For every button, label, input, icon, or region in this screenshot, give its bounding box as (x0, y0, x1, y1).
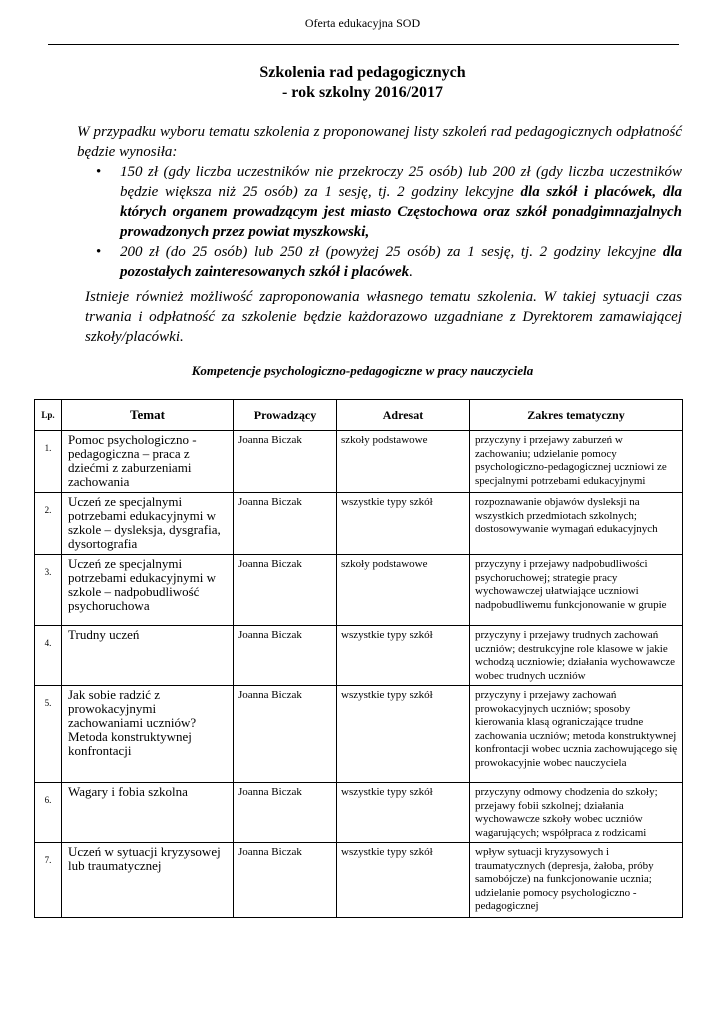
own-topic-note: Istnieje również możliwość zaproponowania własnego tematu szkolenia. W takiej sytuacji czas trwania i odpłatność za szkolenie będzie każdorazowo uzgadniane z Dyrektorem zamawiającej szkoły/placówki. (85, 289, 682, 345)
row-trainer: Joanna Biczak (234, 843, 337, 918)
section-title: Kompetencje psychologiczno-pedagogiczne w pracy nauczyciela (191, 363, 534, 378)
table-row (35, 843, 683, 918)
row-topic: Wagary i fobia szkolna (62, 783, 234, 843)
row-scope: przyczyny i przejawy zaburzeń w zachowaniu; udzielanie pomocy psychologiczno-pedagogicznej uczniowi ze specjalnymi potrzebami edukacyjnymi (470, 431, 683, 493)
row-audience: wszystkie typy szkół (337, 626, 470, 686)
row-audience: wszystkie typy szkół (337, 686, 470, 783)
row-number: 4. (35, 626, 62, 686)
column-header-temat: Temat (62, 400, 234, 431)
row-number: 5. (35, 686, 62, 783)
table-row (35, 493, 683, 555)
pricing-item-1-bold: dla szkół i placówek, dla których organem prowadzącym jest miasto Częstochowa oraz szkół ponadgimnazjalnych prowadzonych przez powiat myszkowski, (120, 184, 682, 240)
table-row (35, 626, 683, 686)
pricing-item-2-bold: dla pozostałych zainteresowanych szkół i placówek (120, 244, 682, 280)
row-audience: szkoły podstawowe (337, 555, 470, 626)
row-scope: wpływ sytuacji kryzysowych i traumatycznych (depresja, żałoba, próby samobójcze) na funkcjonowanie ucznia; udzielanie pomocy psychologiczno -pedagogicznej (470, 843, 683, 918)
row-scope: przyczyny i przejawy zachowań prowokacyjnych uczniów; sposoby kierowania klasą ograniczające trudne zachowania uczniów; metoda konstruktywnej konfrontacji wobec ucznia zachowującego się prowokacyjnie wobec nauczyciela (470, 686, 683, 783)
row-topic: Uczeń ze specjalnymi potrzebami edukacyjnymi w szkole – dysleksja, dysgrafia, dysortografia (62, 493, 234, 555)
document-header: Oferta edukacyjna SOD (304, 16, 421, 30)
page-title (0, 63, 725, 103)
row-topic: Pomoc psychologiczno -pedagogiczna – praca z dziećmi z zaburzeniami zachowania (62, 431, 234, 493)
row-scope: rozpoznawanie objawów dysleksji na wszystkich przedmiotach szkolnych; dostosowywanie wymagań edukacyjnych (470, 493, 683, 555)
row-audience: wszystkie typy szkół (337, 843, 470, 918)
row-audience: wszystkie typy szkół (337, 783, 470, 843)
courses-table (34, 399, 683, 918)
table-row (35, 783, 683, 843)
row-number: 7. (35, 843, 62, 918)
page-title-line-1: Szkolenia rad pedagogicznych (259, 64, 466, 81)
column-header-zakres: Zakres tematyczny (470, 400, 683, 431)
pricing-item-2-text: 200 zł (do 25 osób) lub 250 zł (powyżej 25 osób) za 1 sesję, tj. 2 godziny lekcyjne (120, 244, 663, 260)
row-audience: wszystkie typy szkół (337, 493, 470, 555)
bullet-icon: • (96, 164, 102, 180)
row-topic: Uczeń ze specjalnymi potrzebami edukacyjnymi w szkole – nadpobudliwość psychoruchowa (62, 555, 234, 626)
row-scope: przyczyny i przejawy trudnych zachowań uczniów; destrukcyjne role klasowe w jakie wchodzą uczniowie; działania wychowawcze wobec trudnych uczniów (470, 626, 683, 686)
row-number: 1. (35, 431, 62, 493)
row-number: 3. (35, 555, 62, 626)
pricing-intro-text: W przypadku wyboru tematu szkolenia z proponowanej listy szkoleń rad pedagogicznych odpłatność będzie wynosiła: (77, 124, 682, 160)
row-scope: przyczyny odmowy chodzenia do szkoły; przejawy fobii szkolnej; działania wychowawcze szkoły wobec uczniów wagarujących; współpraca z rodzicami (470, 783, 683, 843)
pricing-list (77, 162, 682, 282)
row-trainer: Joanna Biczak (234, 626, 337, 686)
column-header-lp: Lp. (35, 400, 62, 431)
row-number: 6. (35, 783, 62, 843)
row-audience: szkoły podstawowe (337, 431, 470, 493)
row-number: 2. (35, 493, 62, 555)
row-trainer: Joanna Biczak (234, 493, 337, 555)
table-header-row (35, 400, 683, 431)
pricing-item-2 (77, 242, 682, 282)
row-trainer: Joanna Biczak (234, 555, 337, 626)
bullet-icon: • (96, 244, 102, 260)
pricing-item-2-end: . (409, 264, 413, 280)
row-topic: Jak sobie radzić z prowokacyjnymi zachowaniami uczniów? Metoda konstruktywnej konfrontacji (62, 686, 234, 783)
table-row (35, 431, 683, 493)
row-topic: Trudny uczeń (62, 626, 234, 686)
table-row (35, 686, 683, 783)
header-divider (48, 44, 679, 45)
column-header-prowadzacy: Prowadzący (234, 400, 337, 431)
column-header-adresat: Adresat (337, 400, 470, 431)
pricing-item-1 (77, 162, 682, 242)
row-trainer: Joanna Biczak (234, 431, 337, 493)
page-title-line-2: - rok szkolny 2016/2017 (281, 84, 444, 101)
row-scope: przyczyny i przejawy nadpobudliwości psychoruchowej; strategie pracy wychowawczej ułatwiające uczniowi nadpobudliwemu funkcjonowanie w grupie (470, 555, 683, 626)
row-trainer: Joanna Biczak (234, 783, 337, 843)
row-topic: Uczeń w sytuacji kryzysowej lub traumatycznej (62, 843, 234, 918)
pricing-item-1-text: 150 zł (gdy liczba uczestników nie przekroczy 25 osób) lub 200 zł (gdy liczba uczestników będzie większa niż 25 osób) za 1 sesję, tj. 2 godziny lekcyjne (120, 164, 682, 200)
row-trainer: Joanna Biczak (234, 686, 337, 783)
pricing-intro (77, 122, 682, 282)
table-row (35, 555, 683, 626)
